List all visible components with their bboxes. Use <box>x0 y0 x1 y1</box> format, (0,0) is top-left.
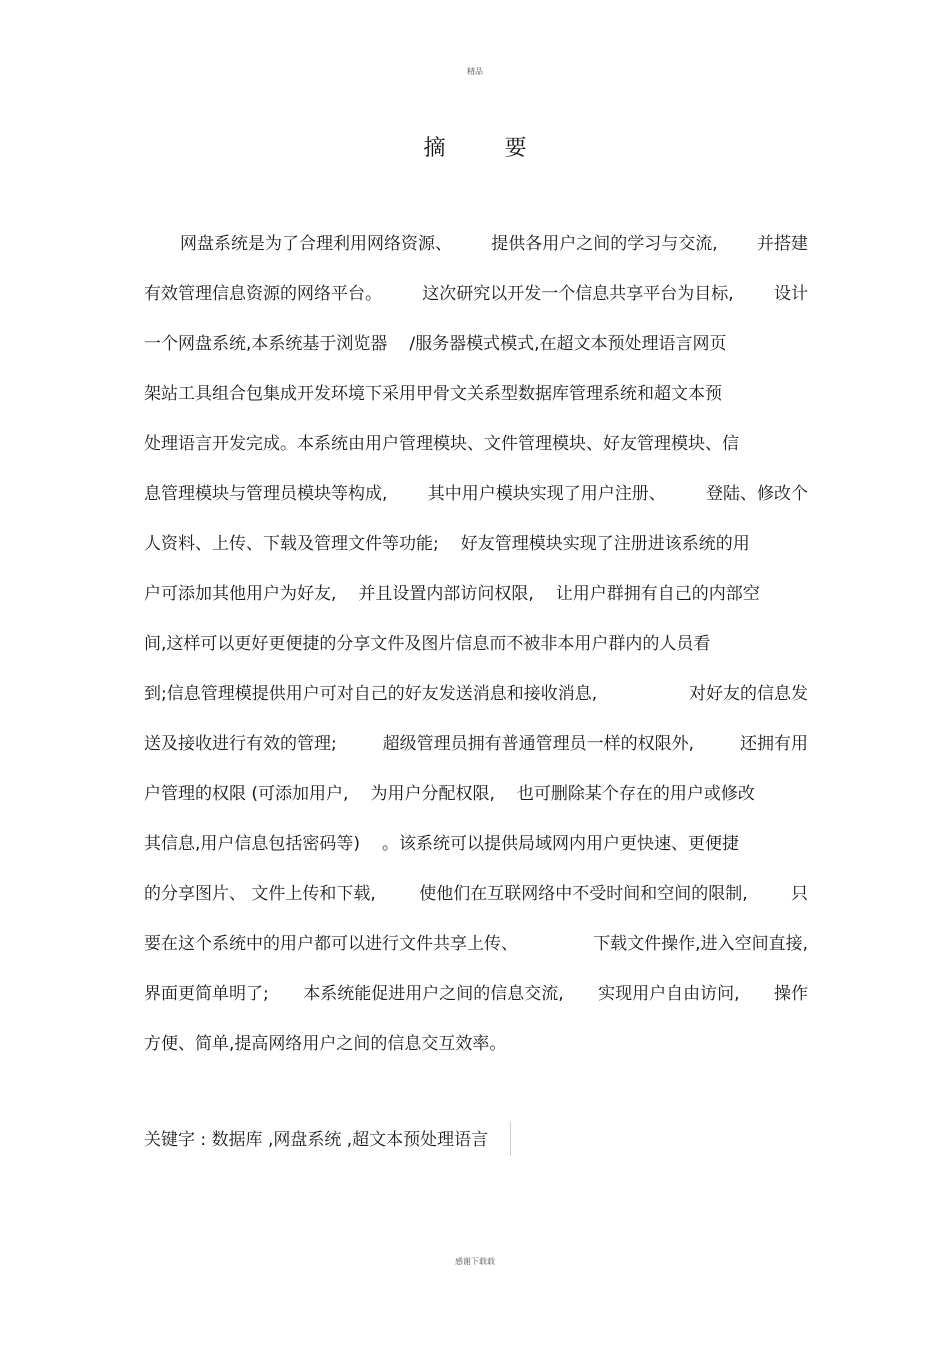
abstract-segment: 也可删除某个存在的用户或修改 <box>516 784 755 804</box>
abstract-line <box>144 380 808 430</box>
abstract-segment: 本系统能促进用户之间的信息交流, <box>303 984 564 1004</box>
abstract-segment: /服务器模式模式,在超文本预处理语言网页 <box>409 334 727 354</box>
abstract-line <box>144 980 808 1030</box>
abstract-segment: 处理语言开发完成。本系统由用户管理模块、文件管理模块、好友管理模块、信 <box>144 434 739 454</box>
abstract-segment: 下载文件操作,进入空间直接, <box>593 934 808 954</box>
abstract-segment: 并且设置内部访问权限, <box>358 584 534 604</box>
abstract-line <box>144 780 808 830</box>
abstract-line <box>144 480 808 530</box>
abstract-segment: 方便、简单,提高网络用户之间的信息交互效率。 <box>144 1034 507 1054</box>
footer-watermark: 感谢下载载 <box>455 1257 495 1266</box>
abstract-segment: 其中用户模块实现了用户注册、 <box>427 484 666 504</box>
abstract-line <box>144 530 808 580</box>
abstract-line <box>144 830 808 880</box>
abstract-line <box>144 230 808 280</box>
abstract-segment: 架站工具组合包集成开发环境下采用甲骨文关系型数据库管理系统和超文本预 <box>144 384 722 404</box>
abstract-segment: 有效管理信息资源的网络平台。 <box>144 284 382 304</box>
abstract-segment: 还拥有用 <box>739 734 808 754</box>
abstract-line <box>144 930 808 980</box>
abstract-segment: 间,这样可以更好更便捷的分享文件及图片信息而不被非本用户群内的人员看 <box>144 634 711 654</box>
abstract-segment: 只 <box>791 884 808 904</box>
abstract-segment: 这次研究以开发一个信息共享平台为目标, <box>422 284 734 304</box>
abstract-line <box>144 680 808 730</box>
abstract-line <box>144 1030 808 1080</box>
abstract-segment: 并搭建 <box>757 234 808 254</box>
keywords-line: 关键字 : 数据库 ,网盘系统 ,超文本预处理语言 <box>144 1130 489 1150</box>
cursor-divider <box>510 1122 511 1156</box>
abstract-segment: 为用户分配权限, <box>370 784 495 804</box>
header-watermark: 精品 <box>467 67 483 76</box>
abstract-line <box>144 280 808 330</box>
abstract-segment: 设计 <box>774 284 808 304</box>
abstract-segment: 对好友的信息发 <box>689 684 808 704</box>
abstract-segment: 到;信息管理模提供用户可对自己的好友发送消息和接收消息, <box>144 684 598 704</box>
abstract-line <box>144 330 808 380</box>
abstract-segment: 使他们在互联网络中不受时间和空间的限制, <box>419 884 748 904</box>
abstract-segment: 一个网盘系统,本系统基于浏览器 <box>144 334 388 354</box>
abstract-segment: 息管理模块与管理员模块等构成, <box>144 484 388 504</box>
abstract-segment: 网盘系统是为了合理利用网络资源、 <box>180 234 452 254</box>
abstract-segment: 提供各用户之间的学习与交流, <box>491 234 718 254</box>
abstract-line <box>144 580 808 630</box>
abstract-segment: 户管理的权限 (可添加用户, <box>144 784 349 804</box>
abstract-segment: 超级管理员拥有普通管理员一样的权限外, <box>382 734 695 754</box>
abstract-line <box>144 630 808 680</box>
abstract-segment: 送及接收进行有效的管理; <box>144 734 337 754</box>
abstract-segment: 。该系统可以提供局域网内用户更快速、更便捷 <box>382 834 740 854</box>
abstract-segment: 操作 <box>774 984 808 1004</box>
abstract-line <box>144 730 808 780</box>
abstract-line <box>144 880 808 930</box>
abstract-segment: 的分享图片、 文件上传和下载, <box>144 884 376 904</box>
abstract-segment: 实现用户自由访问, <box>598 984 740 1004</box>
abstract-segment: 界面更简单明了; <box>144 984 269 1004</box>
abstract-body <box>144 230 808 1080</box>
abstract-segment: 好友管理模块实现了注册进该系统的用 <box>460 534 750 554</box>
abstract-line <box>144 430 808 480</box>
abstract-segment: 让用户群拥有自己的内部空 <box>555 584 760 604</box>
abstract-segment: 要在这个系统中的用户都可以进行文件共享上传、 <box>144 934 518 954</box>
page-title: 摘 要 <box>423 136 553 161</box>
abstract-segment: 登陆、修改个 <box>706 484 808 504</box>
abstract-segment: 户可添加其他用户为好友, <box>144 584 337 604</box>
abstract-segment: 人资料、上传、下载及管理文件等功能; <box>144 534 439 554</box>
abstract-segment: 其信息,用户信息包括密码等) <box>144 834 361 854</box>
